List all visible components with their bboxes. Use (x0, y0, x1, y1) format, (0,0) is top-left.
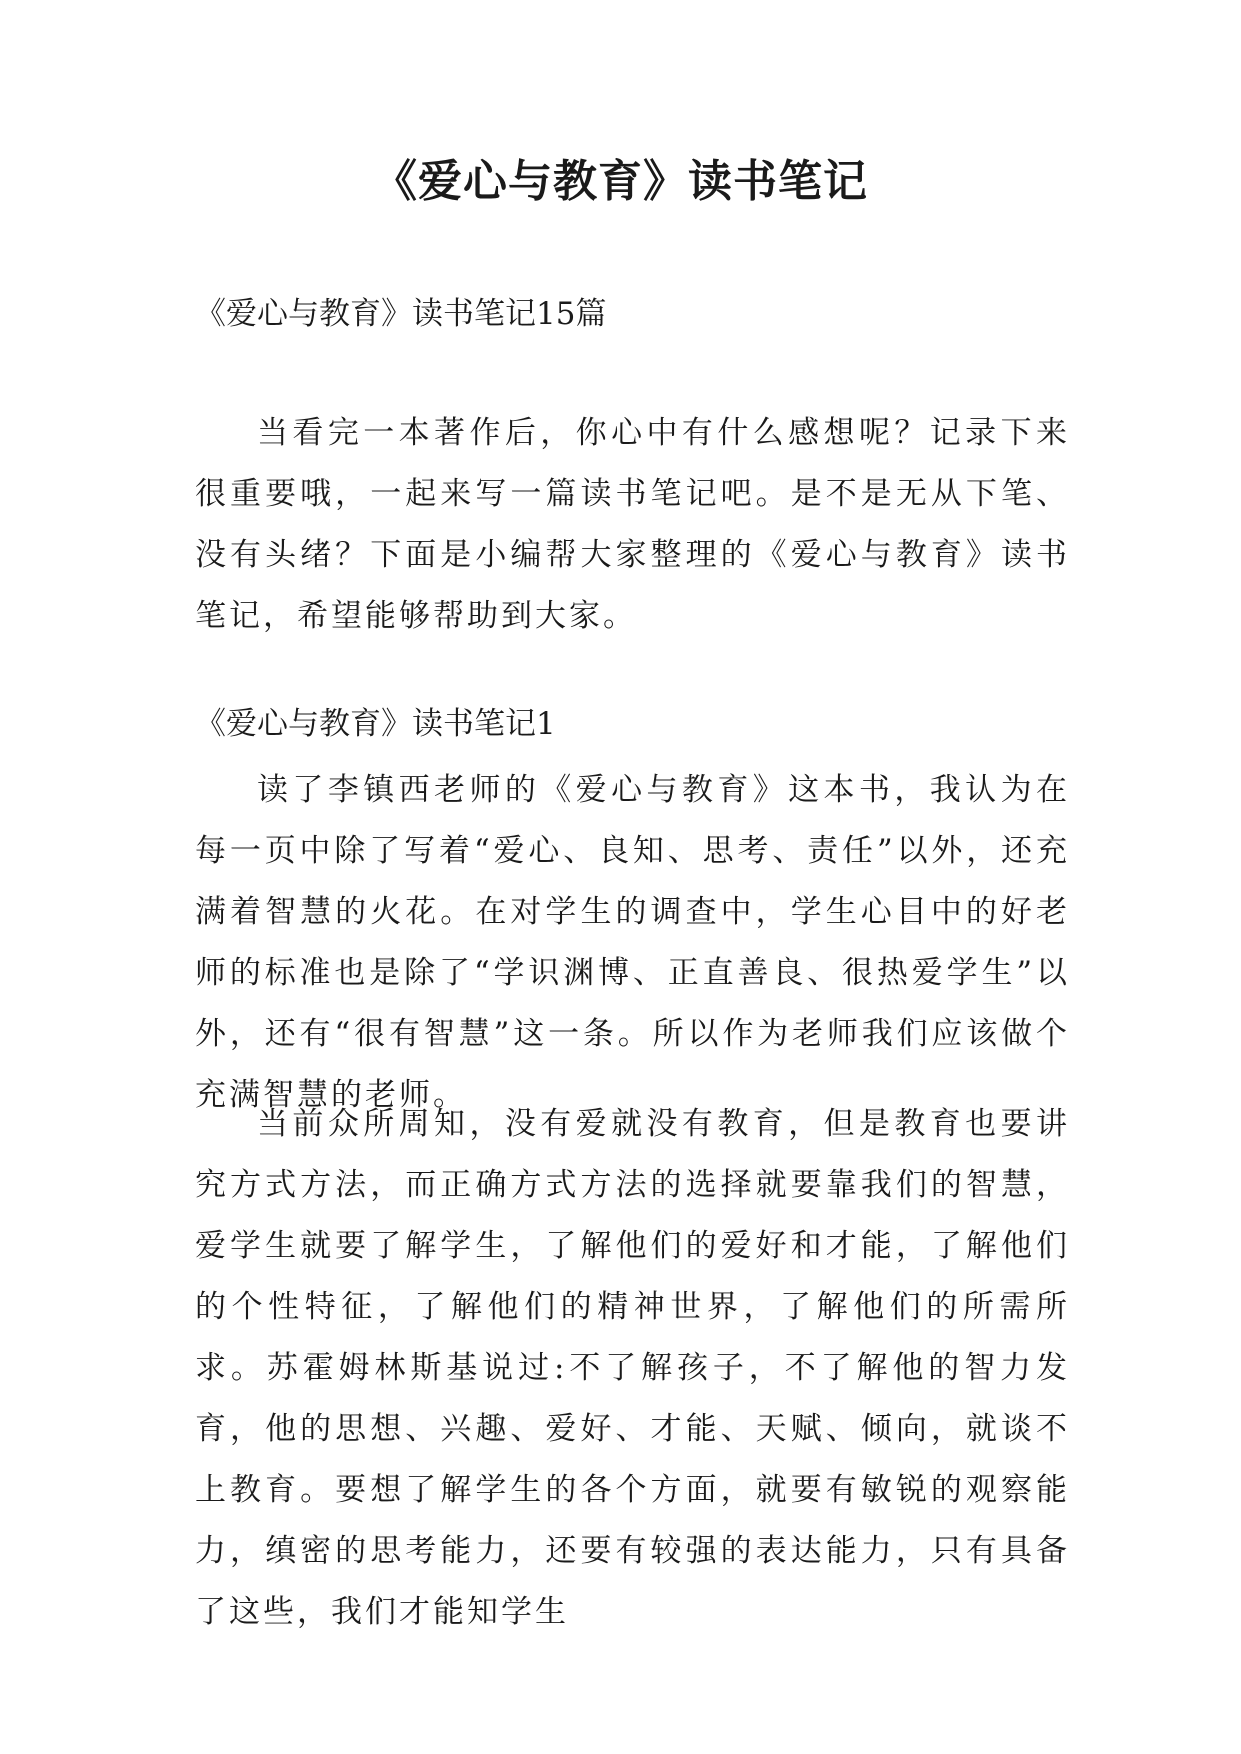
body-paragraph-2: 当前众所周知，没有爱就没有教育，但是教育也要讲究方式方法，而正确方式方法的选择就要靠我们的智慧，爱学生就要了解学生，了解他们的爱好和才能，了解他们的个性特征，了解他们的精神世界，了解他们的所需所求。苏霍姆林斯基说过:不了解孩子，不了解他的智力发育，他的思想、兴趣、爱好、才能、天赋、倾向，就谈不上教育。要想了解学生的各个方面，就要有敏锐的观察能力，缜密的思考能力，还要有较强的表达能力，只有具备了这些，我们才能知学生 (195, 1106, 1070, 1630)
body-paragraph-1: 读了李镇西老师的《爱心与教育》这本书，我认为在每一页中除了写着“爱心、良知、思考、责任”以外，还充满着智慧的火花。在对学生的调查中，学生心目中的好老师的标准也是除了“学识渊博、正直善良、很热爱学生”以外，还有“很有智慧”这一条。所以作为老师我们应该做个充满智慧的老师。 (195, 772, 1070, 1113)
intro-paragraph: 当看完一本著作后，你心中有什么感想呢？记录下来很重要哦，一起来写一篇读书笔记吧。是不是无从下笔、没有头绪？下面是小编帮大家整理的《爱心与教育》读书笔记，希望能够帮助到大家。 (195, 415, 1070, 634)
document-subtitle: 《爱心与教育》读书笔记15篇 (195, 296, 607, 332)
section-heading: 《爱心与教育》读书笔记1 (195, 706, 556, 742)
document-title: 《爱心与教育》读书笔记 (373, 156, 868, 207)
